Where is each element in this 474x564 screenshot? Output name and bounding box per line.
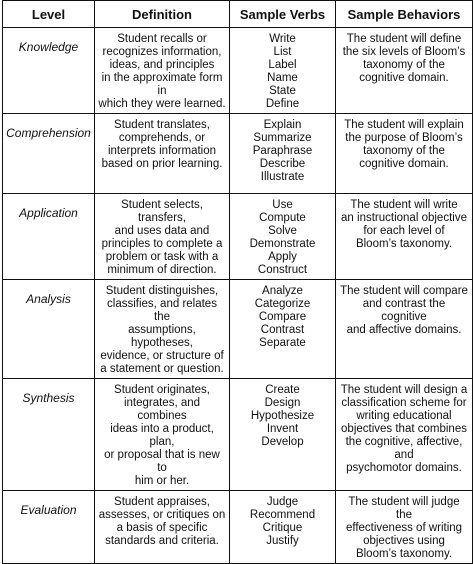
sample-verb: Create (265, 384, 300, 396)
sample-verb: Develop (261, 436, 304, 448)
level-cell (3, 379, 95, 491)
sample-verb: Explain (263, 119, 302, 131)
definition-cell: Student distinguishes, classifies, and relates the assumptions, hypotheses, evidence, or structure of a statement or question. (95, 280, 230, 379)
table-row (3, 28, 473, 114)
sample-verb: Design (264, 397, 301, 409)
header-sample-behaviors: Sample Behaviors (336, 1, 473, 28)
sample-verb: Paraphrase (252, 145, 313, 157)
sample-verb: Critique (262, 522, 303, 534)
header-sample-verbs: Sample Verbs (230, 1, 336, 28)
sample-verbs-cell (230, 28, 336, 114)
definition-cell: Student originates, integrates, and combines ideas into a product, plan, or proposal that is new to him or her. (95, 379, 230, 491)
sample-verb: Analyze (262, 285, 303, 297)
sample-behavior-cell: The student will judge the effectiveness of writing objectives using Bloom’s taxonomy. (336, 491, 473, 564)
sample-verb: Summarize (253, 132, 312, 144)
table-row (3, 491, 473, 564)
sample-verb: Demonstrate (249, 238, 316, 250)
definition-cell: Student appraises, assesses, or critiques on a basis of specific standards and criteria. (95, 491, 230, 564)
sample-verbs-cell (230, 379, 336, 491)
level-cell (3, 194, 95, 280)
header-level: Level (3, 1, 95, 28)
sample-verb: Illustrate (260, 171, 305, 183)
sample-verb: Recommend (249, 509, 316, 521)
sample-verbs-cell (230, 114, 336, 194)
sample-behavior-cell: The student will explain the purpose of Bloom’s taxonomy of the cognitive domain. (336, 114, 473, 194)
table-body (3, 28, 473, 564)
table-row (3, 379, 473, 491)
level-cell (3, 491, 95, 564)
sample-verb: Write (269, 33, 296, 45)
sample-verb: Construct (257, 264, 308, 276)
level-cell (3, 280, 95, 379)
level-name: Evaluation (20, 503, 77, 517)
sample-verbs-cell (230, 491, 336, 564)
definition-cell: Student selects, transfers, and uses data and principles to complete a problem or task with a minimum of direction. (95, 194, 230, 280)
definition-cell: Student recalls or recognizes information, ideas, and principles in the approximate form in which they were learned. (95, 28, 230, 114)
level-name: Analysis (26, 292, 71, 306)
sample-verbs-cell (230, 194, 336, 280)
sample-verb: State (269, 85, 296, 97)
header-row (3, 1, 473, 28)
sample-verb: Compute (259, 212, 306, 224)
sample-behavior-cell: The student will compare and contrast the cognitive and affective domains. (336, 280, 473, 379)
level-name: Comprehension (6, 126, 91, 140)
sample-behavior-cell: The student will design a classification scheme for writing educational objectives that combines the cognitive, affective, and psychomotor domains. (336, 379, 473, 491)
sample-verb: Name (267, 72, 298, 84)
sample-verb: Compare (258, 311, 307, 323)
sample-verb: List (273, 46, 292, 58)
sample-verb: Describe (259, 158, 306, 170)
level-name: Knowledge (18, 40, 79, 54)
table-row (3, 114, 473, 194)
blooms-taxonomy-table (2, 0, 473, 564)
level-name: Application (19, 206, 78, 220)
table-row (3, 194, 473, 280)
sample-verb: Apply (268, 251, 297, 263)
sample-verb: Solve (268, 225, 297, 237)
level-cell (3, 28, 95, 114)
sample-verb: Separate (259, 337, 306, 349)
level-cell (3, 114, 95, 194)
sample-behavior-cell: The student will define the six levels of Bloom’s taxonomy of the cognitive domain. (336, 28, 473, 114)
sample-verb: Define (265, 98, 300, 110)
header-definition: Definition (95, 1, 230, 28)
level-name: Synthesis (22, 391, 75, 405)
sample-verb: Justify (266, 535, 299, 547)
sample-verbs-cell (230, 280, 336, 379)
sample-verb: Contrast (260, 324, 305, 336)
sample-verb: Label (268, 59, 297, 71)
table-row (3, 280, 473, 379)
sample-behavior-cell: The student will write an instructional objective for each level of Bloom’s taxonomy. (336, 194, 473, 280)
sample-verb: Invent (266, 423, 299, 435)
sample-verb: Use (272, 199, 293, 211)
sample-verb: Categorize (254, 298, 311, 310)
definition-cell: Student translates, comprehends, or interprets information based on prior learning. (95, 114, 230, 194)
sample-verb: Judge (266, 496, 299, 508)
sample-verb: Hypothesize (250, 410, 315, 422)
